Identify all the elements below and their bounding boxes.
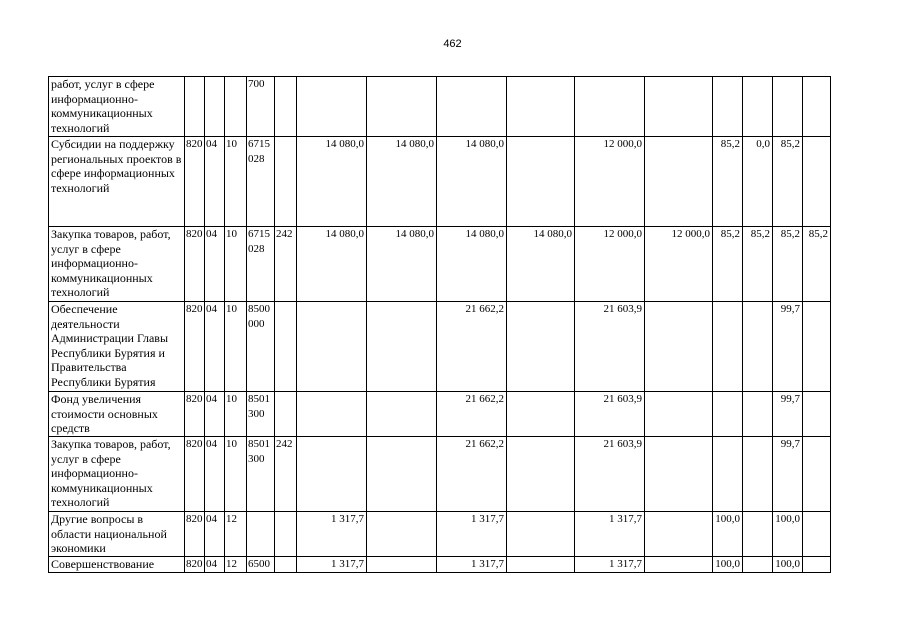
section-code-cell: 04 [205,437,225,512]
table-body [49,77,831,573]
amount-cell-6 [645,557,713,573]
amount-cell-4 [507,557,575,573]
amount-cell-6 [645,137,713,227]
amount-cell-1: 14 080,0 [297,227,367,302]
amount-cell-5: 1 317,7 [575,512,645,557]
percent-cell-1 [713,302,743,392]
expense-type-code-cell [275,302,297,392]
target-item-code-cell: 8501 300 [247,392,275,437]
percent-cell-1: 85,2 [713,227,743,302]
ministry-code-cell [185,77,205,137]
percent-cell-2 [743,77,773,137]
section-code-cell: 04 [205,302,225,392]
ministry-code-cell: 820 [185,437,205,512]
percent-cell-4: 85,2 [803,227,831,302]
table-row [49,302,831,392]
target-item-code-cell: 700 [247,77,275,137]
percent-cell-2 [743,437,773,512]
amount-cell-4 [507,77,575,137]
row-name-cell: Субсидии на поддержку региональных проектов в сфере информационных технологий [49,137,185,227]
subsection-code-cell [225,77,247,137]
subsection-code-cell: 10 [225,227,247,302]
amount-cell-5: 12 000,0 [575,137,645,227]
percent-cell-3: 100,0 [773,557,803,573]
subsection-code-cell: 12 [225,512,247,557]
amount-cell-2 [367,512,437,557]
amount-cell-4 [507,512,575,557]
section-code-cell: 04 [205,512,225,557]
amount-cell-5: 21 603,9 [575,302,645,392]
subsection-code-cell: 12 [225,557,247,573]
percent-cell-1 [713,437,743,512]
amount-cell-6 [645,512,713,557]
amount-cell-2: 14 080,0 [367,227,437,302]
amount-cell-1: 14 080,0 [297,137,367,227]
row-name-cell: Совершенствование [49,557,185,573]
amount-cell-5: 1 317,7 [575,557,645,573]
subsection-code-cell: 10 [225,302,247,392]
target-item-code-cell: 6715 028 [247,227,275,302]
expense-type-code-cell [275,137,297,227]
table-row [49,392,831,437]
row-name-cell: Другие вопросы в области национальной экономики [49,512,185,557]
ministry-code-cell: 820 [185,392,205,437]
amount-cell-3: 1 317,7 [437,512,507,557]
percent-cell-1: 100,0 [713,512,743,557]
percent-cell-3: 99,7 [773,302,803,392]
percent-cell-4 [803,392,831,437]
row-name-cell: Фонд увеличения стоимости основных средств [49,392,185,437]
amount-cell-2: 14 080,0 [367,137,437,227]
percent-cell-3: 99,7 [773,392,803,437]
percent-cell-1: 100,0 [713,557,743,573]
expense-type-code-cell [275,512,297,557]
percent-cell-1 [713,77,743,137]
amount-cell-5: 21 603,9 [575,392,645,437]
amount-cell-3: 21 662,2 [437,437,507,512]
percent-cell-2 [743,512,773,557]
amount-cell-2 [367,392,437,437]
table-row [49,512,831,557]
section-code-cell: 04 [205,137,225,227]
subsection-code-cell: 10 [225,437,247,512]
page-number: 462 [443,38,462,50]
amount-cell-3 [437,77,507,137]
percent-cell-3: 99,7 [773,437,803,512]
target-item-code-cell: 8500 000 [247,302,275,392]
budget-table [48,76,831,573]
amount-cell-5 [575,77,645,137]
ministry-code-cell: 820 [185,302,205,392]
target-item-code-cell: 6715 028 [247,137,275,227]
amount-cell-2 [367,302,437,392]
target-item-code-cell [247,512,275,557]
amount-cell-3: 21 662,2 [437,392,507,437]
amount-cell-3: 14 080,0 [437,227,507,302]
percent-cell-4 [803,137,831,227]
row-name-cell: Закупка товаров, работ, услуг в сфере информационно-коммуникационных технологий [49,227,185,302]
amount-cell-3: 14 080,0 [437,137,507,227]
expense-type-code-cell [275,392,297,437]
amount-cell-1: 1 317,7 [297,512,367,557]
percent-cell-4 [803,302,831,392]
amount-cell-6 [645,437,713,512]
amount-cell-6 [645,302,713,392]
amount-cell-2 [367,557,437,573]
percent-cell-3: 85,2 [773,137,803,227]
section-code-cell: 04 [205,227,225,302]
table-row [49,77,831,137]
amount-cell-4 [507,392,575,437]
table-row [49,437,831,512]
amount-cell-6 [645,77,713,137]
percent-cell-2: 0,0 [743,137,773,227]
percent-cell-2: 85,2 [743,227,773,302]
section-code-cell: 04 [205,392,225,437]
subsection-code-cell: 10 [225,392,247,437]
ministry-code-cell: 820 [185,512,205,557]
expense-type-code-cell [275,77,297,137]
amount-cell-1: 1 317,7 [297,557,367,573]
amount-cell-1 [297,77,367,137]
amount-cell-6: 12 000,0 [645,227,713,302]
expense-type-code-cell [275,557,297,573]
amount-cell-1 [297,302,367,392]
percent-cell-4 [803,512,831,557]
percent-cell-1: 85,2 [713,137,743,227]
percent-cell-4 [803,557,831,573]
section-code-cell [205,77,225,137]
expense-type-code-cell: 242 [275,437,297,512]
ministry-code-cell: 820 [185,557,205,573]
table-row [49,227,831,302]
percent-cell-2 [743,392,773,437]
amount-cell-2 [367,77,437,137]
section-code-cell: 04 [205,557,225,573]
table-row [49,557,831,573]
expense-type-code-cell: 242 [275,227,297,302]
percent-cell-2 [743,557,773,573]
amount-cell-4: 14 080,0 [507,227,575,302]
percent-cell-1 [713,392,743,437]
amount-cell-5: 12 000,0 [575,227,645,302]
row-name-cell: Закупка товаров, работ, услуг в сфере информационно-коммуникационных технологий [49,437,185,512]
amount-cell-6 [645,392,713,437]
amount-cell-2 [367,437,437,512]
row-name-cell: Обеспечение деятельности Администрации Главы Республики Бурятия и Правительства Республики Бурятия [49,302,185,392]
ministry-code-cell: 820 [185,137,205,227]
subsection-code-cell: 10 [225,137,247,227]
percent-cell-3: 100,0 [773,512,803,557]
amount-cell-1 [297,392,367,437]
amount-cell-3: 1 317,7 [437,557,507,573]
percent-cell-4 [803,437,831,512]
ministry-code-cell: 820 [185,227,205,302]
percent-cell-3 [773,77,803,137]
table-row [49,137,831,227]
amount-cell-4 [507,437,575,512]
amount-cell-4 [507,302,575,392]
target-item-code-cell: 8501 300 [247,437,275,512]
amount-cell-5: 21 603,9 [575,437,645,512]
percent-cell-2 [743,302,773,392]
amount-cell-3: 21 662,2 [437,302,507,392]
percent-cell-3: 85,2 [773,227,803,302]
target-item-code-cell: 6500 [247,557,275,573]
amount-cell-1 [297,437,367,512]
percent-cell-4 [803,77,831,137]
amount-cell-4 [507,137,575,227]
row-name-cell: работ, услуг в сфере информационно-коммуникационных технологий [49,77,185,137]
